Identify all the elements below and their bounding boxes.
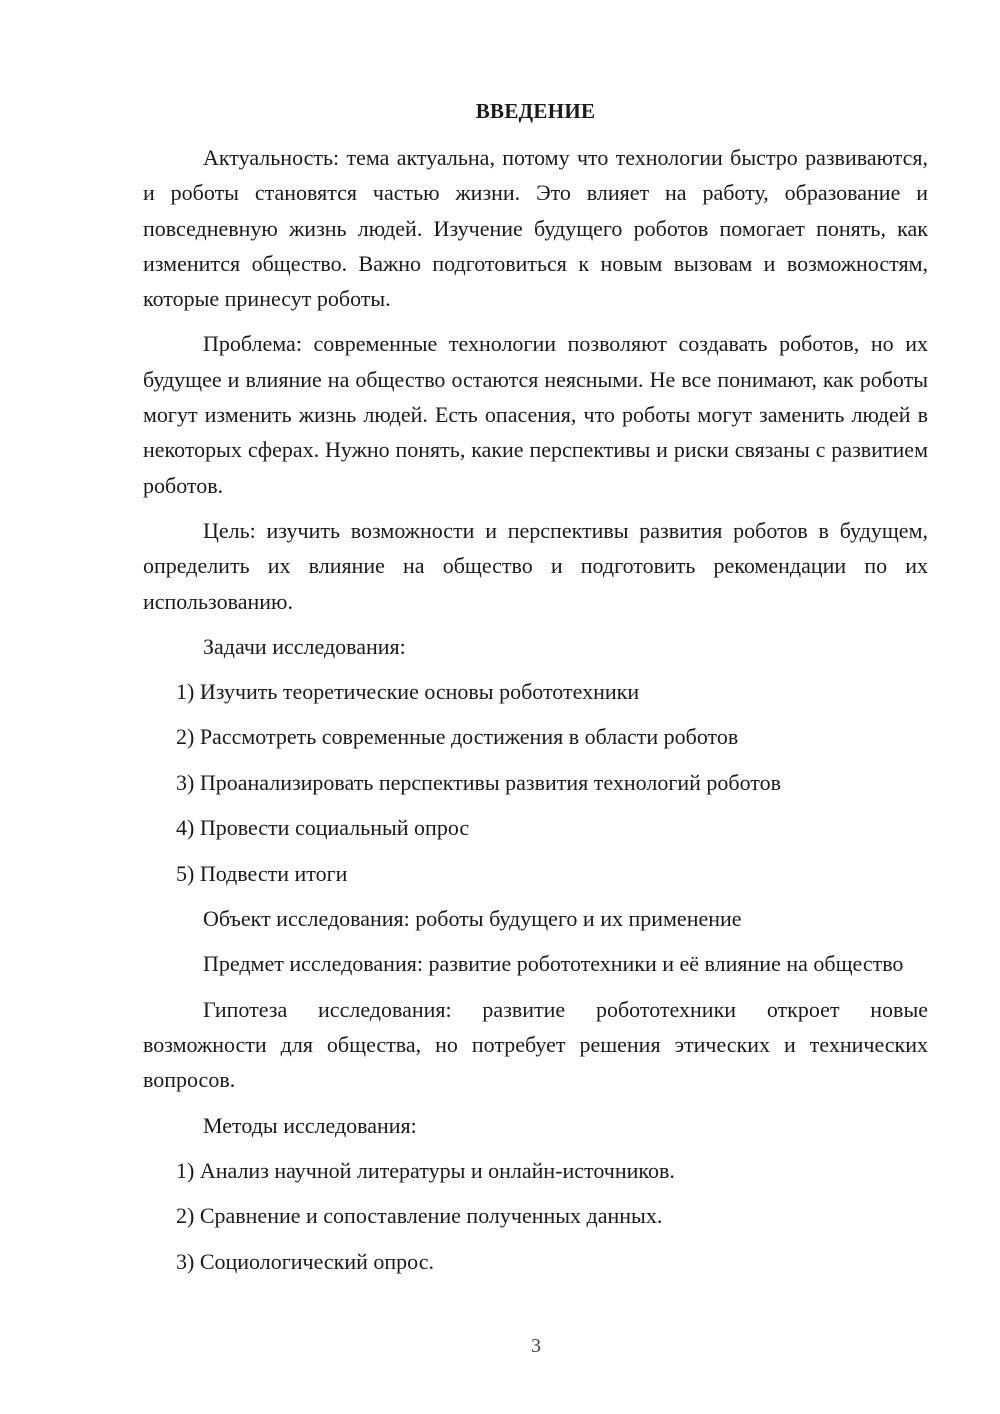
task-item: 1) Изучить теоретические основы робототехники — [176, 678, 640, 704]
task-item: 4) Провести социальный опрос — [176, 815, 470, 841]
object-paragraph: Объект исследования: роботы будущего и их применение — [203, 906, 742, 932]
method-item: 2) Сравнение и сопоставление полученных данных. — [176, 1203, 663, 1229]
page-title: ВВЕДЕНИЕ — [475, 99, 596, 123]
problem-paragraph: Проблема: современные технологии позволяют создавать роботов, но их будущее и влияние на общество остаются неясными. Не все понимают, как роботы могут изменить жизнь людей. Есть опасения, что роботы могут заменить людей в некоторых сферах. Нужно понять, какие перспективы и риски связаны с развитием роботов. — [143, 331, 928, 498]
task-item: 3) Проанализировать перспективы развития технологий роботов — [176, 769, 782, 795]
methods-heading: Методы исследования: — [203, 1112, 417, 1138]
task-item: 5) Подвести итоги — [176, 860, 348, 886]
document-page — [143, 96, 928, 1289]
method-item: 3) Социологический опрос. — [176, 1248, 434, 1274]
tasks-list — [143, 674, 928, 891]
page-number: 3 — [531, 1335, 541, 1357]
relevance-paragraph: Актуальность: тема актуальна, потому что технологии быстро развиваются, и роботы становятся частью жизни. Это влияет на работу, образование и повседневную жизнь людей. Изучение будущего роботов помогает понять, как изменится общество. Важно подготовиться к новым вызовам и возможностям, которые принесут роботы. — [143, 145, 928, 312]
methods-list — [143, 1153, 928, 1279]
subject-paragraph: Предмет исследования: развитие робототехники и её влияние на общество — [203, 951, 904, 977]
hypothesis-paragraph: Гипотеза исследования: развитие робототехники откроет новые возможности для общества, но потребует решения этических и технических вопросов. — [143, 996, 928, 1093]
task-item: 2) Рассмотреть современные достижения в области роботов — [176, 724, 739, 750]
tasks-heading: Задачи исследования: — [203, 633, 406, 659]
method-item: 1) Анализ научной литературы и онлайн-источников. — [176, 1157, 675, 1183]
goal-paragraph: Цель: изучить возможности и перспективы развития роботов в будущем, определить их влияние на общество и подготовить рекомендации по их использованию. — [143, 517, 928, 614]
